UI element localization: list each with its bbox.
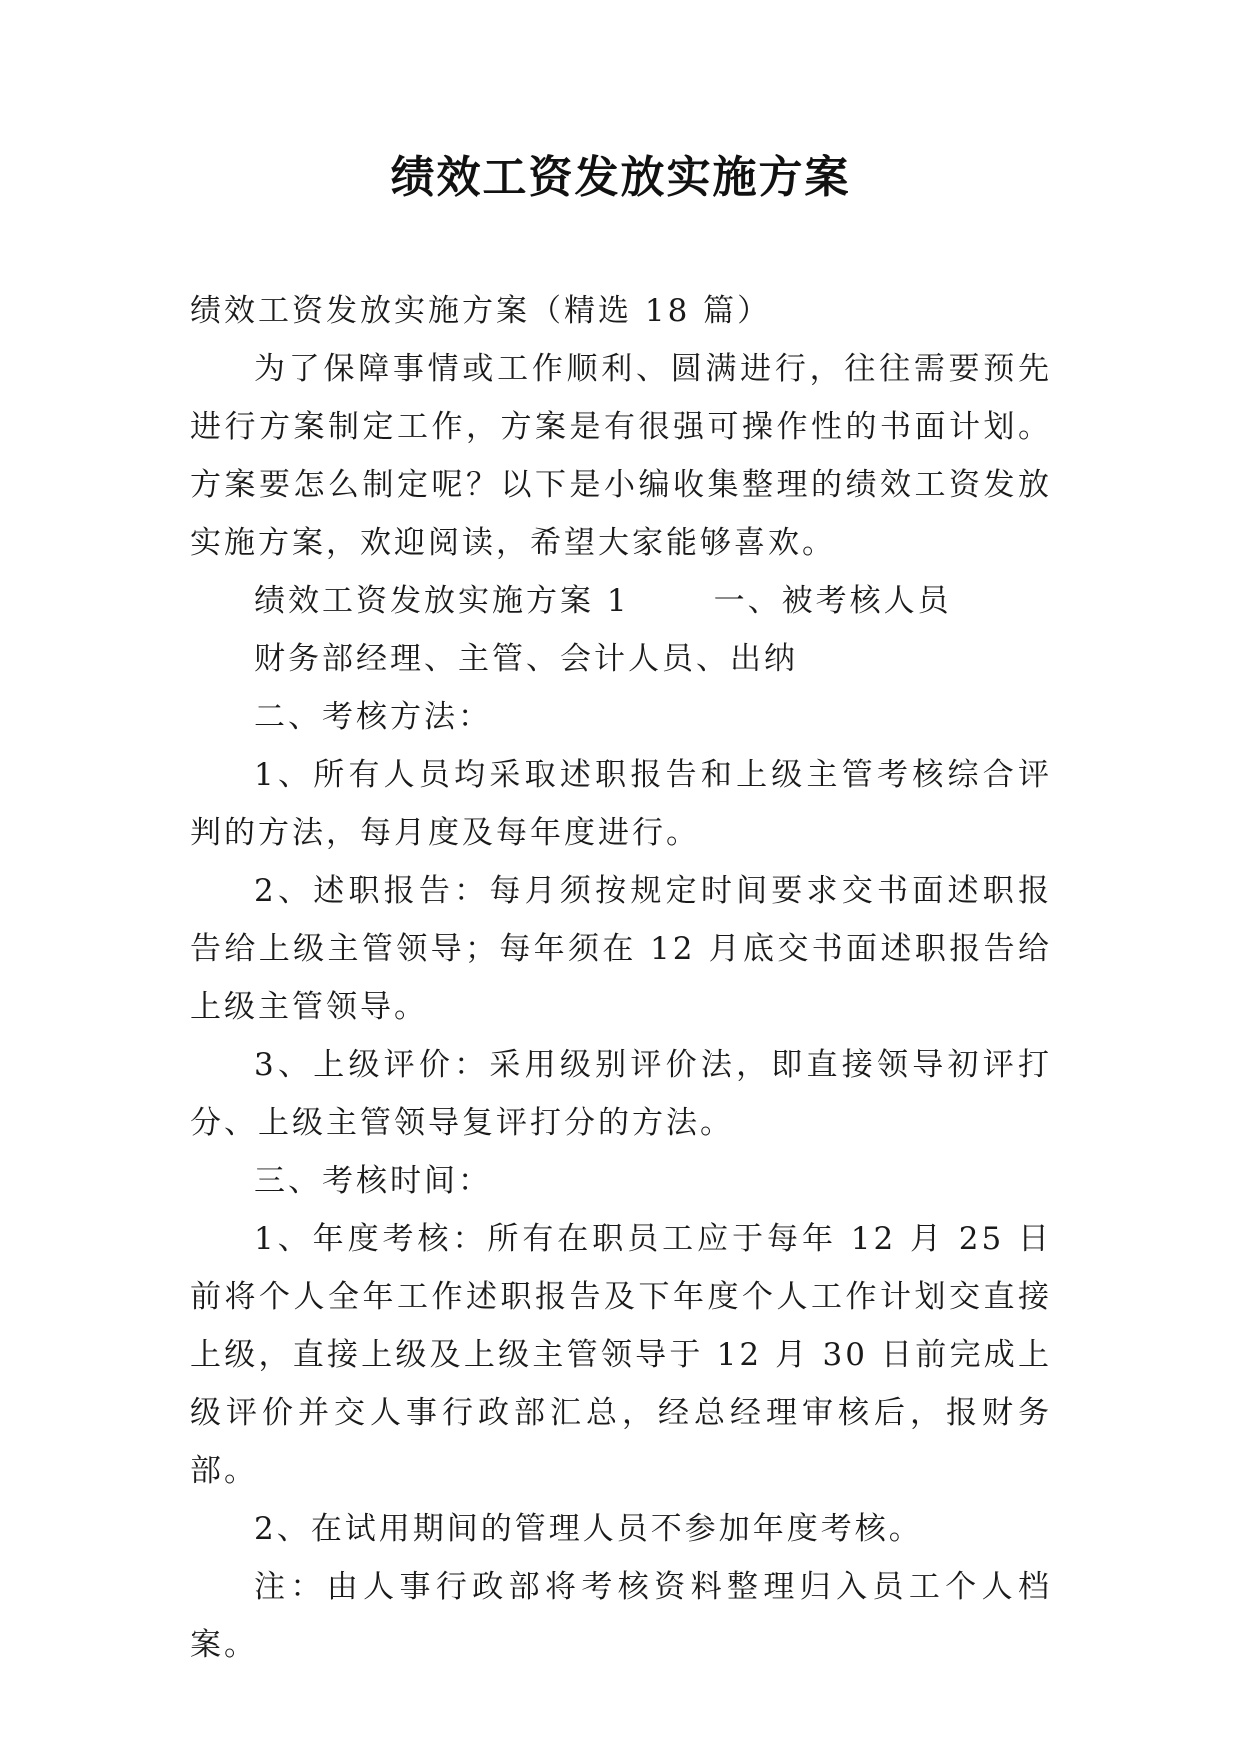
document-title: 绩效工资发放实施方案	[390, 152, 851, 203]
paragraph-time-2: 2、在试用期间的管理人员不参加年度考核。	[254, 1511, 923, 1547]
heading-method: 二、考核方法：	[254, 699, 492, 735]
item-one-heading: 一、被考核人员	[713, 583, 952, 619]
heading-time: 三、考核时间：	[254, 1163, 492, 1199]
document-body	[190, 282, 1052, 1674]
paragraph-note: 注：由人事行政部将考核资料整理归入员工个人档案。	[190, 1569, 1052, 1663]
paragraph-time-1: 1、年度考核：所有在职员工应于每年 12 月 25 日前将个人全年工作述职报告及下年度个人工作计划交直接上级，直接上级及上级主管领导于 12 月 30 日前完成上级评价并交人事行政部汇总，经总经理审核后，报财务部。	[190, 1221, 1052, 1489]
section-heading: 绩效工资发放实施方案 1	[254, 583, 630, 619]
paragraph-method-3: 3、上级评价：采用级别评价法，即直接领导初评打分、上级主管领导复评打分的方法。	[190, 1047, 1052, 1141]
paragraph-method-2: 2、述职报告：每月须按规定时间要求交书面述职报告给上级主管领导；每年须在 12 月底交书面述职报告给上级主管领导。	[190, 873, 1052, 1025]
document-subtitle: 绩效工资发放实施方案（精选 18 篇）	[190, 293, 772, 329]
section-heading-line	[190, 572, 1052, 630]
paragraph-method-1: 1、所有人员均采取述职报告和上级主管考核综合评判的方法，每月度及每年度进行。	[190, 757, 1052, 851]
paragraph-personnel: 财务部经理、主管、会计人员、出纳	[254, 641, 798, 677]
intro-paragraph: 为了保障事情或工作顺利、圆满进行，往往需要预先进行方案制定工作，方案是有很强可操作性的书面计划。方案要怎么制定呢？以下是小编收集整理的绩效工资发放实施方案，欢迎阅读，希望大家能够喜欢。	[190, 351, 1052, 561]
